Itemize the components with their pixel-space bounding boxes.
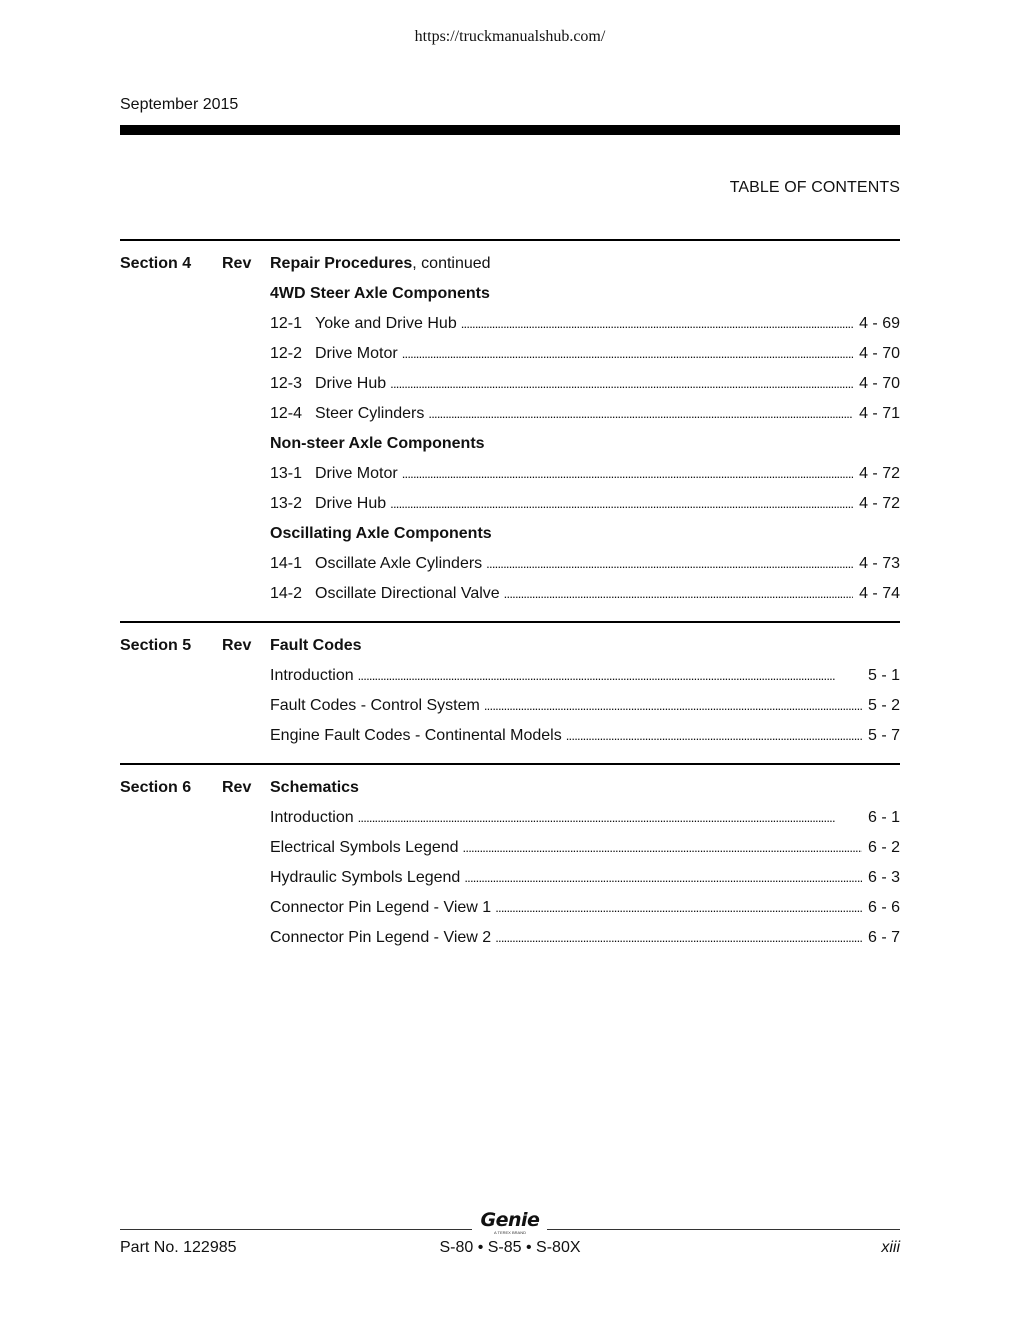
toc-entry[interactable] (270, 583, 900, 613)
section-label: Section 6 (120, 779, 192, 796)
entry-title: Oscillate Directional Valve (315, 585, 500, 602)
dot-leader (495, 927, 862, 949)
section-entries (270, 253, 900, 613)
entry-title: Steer Cylinders (315, 405, 425, 422)
entry-title: Drive Motor (315, 465, 398, 482)
group-heading: Oscillating Axle Components (270, 525, 492, 542)
dot-leader (495, 897, 862, 919)
entry-page: 6 - 2 (867, 839, 900, 856)
entry-title: Hydraulic Symbols Legend (270, 869, 461, 886)
toc-entry[interactable] (270, 867, 900, 897)
dot-leader (566, 725, 862, 747)
entry-title: Oscillate Axle Cylinders (315, 555, 483, 572)
section-label: Section 5 (120, 637, 192, 654)
toc-entry[interactable] (270, 463, 900, 493)
entry-number: 13-1 (270, 465, 303, 482)
entry-title: Connector Pin Legend - View 1 (270, 899, 492, 916)
genie-logo (478, 1210, 542, 1240)
entry-page: 4 - 70 (859, 375, 900, 392)
dot-leader (464, 867, 862, 889)
footer-rule-right (547, 1229, 900, 1230)
dot-leader (358, 807, 862, 829)
entry-title: Drive Hub (315, 375, 387, 392)
source-url[interactable]: https://truckmanualshub.com/ (414, 28, 606, 45)
document-date: September 2015 (120, 96, 239, 113)
header-rule (120, 125, 900, 135)
section-heading-text: Repair Procedures (270, 255, 413, 272)
dot-leader (504, 583, 853, 605)
dot-leader (486, 553, 853, 575)
entry-number: 12-1 (270, 315, 303, 332)
entry-title: Engine Fault Codes - Continental Models (270, 727, 562, 744)
entry-number: 13-2 (270, 495, 303, 512)
entry-title: Introduction (270, 667, 354, 684)
entry-number: 12-4 (270, 405, 303, 422)
section-6 (120, 763, 900, 965)
dot-leader (484, 695, 862, 717)
toc-entry[interactable] (270, 493, 900, 523)
group-heading: Non-steer Axle Components (270, 435, 485, 452)
entry-page: 4 - 73 (859, 555, 900, 572)
dot-leader (390, 373, 853, 395)
toc-entry[interactable] (270, 725, 900, 755)
entry-page: 4 - 72 (859, 465, 900, 482)
dot-leader (463, 837, 862, 859)
logo-tagline: A TEREX BRAND (494, 1230, 526, 1235)
model-list: S-80 • S-85 • S-80X (439, 1239, 581, 1256)
section-5 (120, 621, 900, 765)
dot-leader (390, 493, 853, 515)
entry-title: Electrical Symbols Legend (270, 839, 459, 856)
toc-entry[interactable] (270, 927, 900, 957)
toc-entry[interactable] (270, 695, 900, 725)
entry-title: Introduction (270, 809, 354, 826)
entry-page: 4 - 72 (859, 495, 900, 512)
page-title: TABLE OF CONTENTS (729, 179, 900, 196)
rev-label: Rev (222, 637, 252, 654)
entry-page: 4 - 74 (859, 585, 900, 602)
group-heading: 4WD Steer Axle Components (270, 285, 490, 302)
section-heading: Schematics (270, 779, 359, 796)
toc-entry[interactable] (270, 343, 900, 373)
entry-number: 14-2 (270, 585, 303, 602)
entry-number: 12-2 (270, 345, 303, 362)
entry-title: Fault Codes - Control System (270, 697, 480, 714)
toc-entry[interactable] (270, 807, 900, 837)
toc-entry[interactable] (270, 553, 900, 583)
toc-entry[interactable] (270, 313, 900, 343)
entry-title: Drive Motor (315, 345, 398, 362)
section-entries (270, 635, 900, 755)
entry-title: Connector Pin Legend - View 2 (270, 929, 492, 946)
entry-page: 5 - 1 (867, 667, 900, 684)
dot-leader (461, 313, 853, 335)
entry-title: Yoke and Drive Hub (315, 315, 457, 332)
rev-label: Rev (222, 779, 252, 796)
part-number: Part No. 122985 (120, 1239, 237, 1256)
logo-wordmark: Genie (480, 1209, 540, 1231)
entry-page: 6 - 6 (867, 899, 900, 916)
entry-page: 4 - 70 (859, 345, 900, 362)
entry-title: Drive Hub (315, 495, 387, 512)
footer-rule-left (120, 1229, 472, 1230)
dot-leader (402, 463, 853, 485)
toc-entry[interactable] (270, 373, 900, 403)
toc-entry[interactable] (270, 665, 900, 695)
entry-page: 6 - 3 (867, 869, 900, 886)
entry-page: 5 - 7 (867, 727, 900, 744)
entry-number: 12-3 (270, 375, 303, 392)
section-4 (120, 239, 900, 624)
toc-entry[interactable] (270, 897, 900, 927)
section-label: Section 4 (120, 255, 192, 272)
rev-label: Rev (222, 255, 252, 272)
section-heading: Fault Codes (270, 637, 362, 654)
section-entries (270, 777, 900, 957)
toc-entry[interactable] (270, 837, 900, 867)
dot-leader (428, 403, 853, 425)
entry-page: 5 - 2 (867, 697, 900, 714)
toc-entry[interactable] (270, 403, 900, 433)
section-heading (270, 253, 900, 283)
dot-leader (402, 343, 853, 365)
dot-leader (358, 665, 862, 687)
section-heading-suffix: , continued (412, 255, 491, 272)
entry-page: 6 - 7 (867, 929, 900, 946)
entry-page: 4 - 69 (859, 315, 900, 332)
entry-number: 14-1 (270, 555, 303, 572)
entry-page: 6 - 1 (867, 809, 900, 826)
entry-page: 4 - 71 (859, 405, 900, 422)
page-number: xiii (881, 1239, 900, 1256)
